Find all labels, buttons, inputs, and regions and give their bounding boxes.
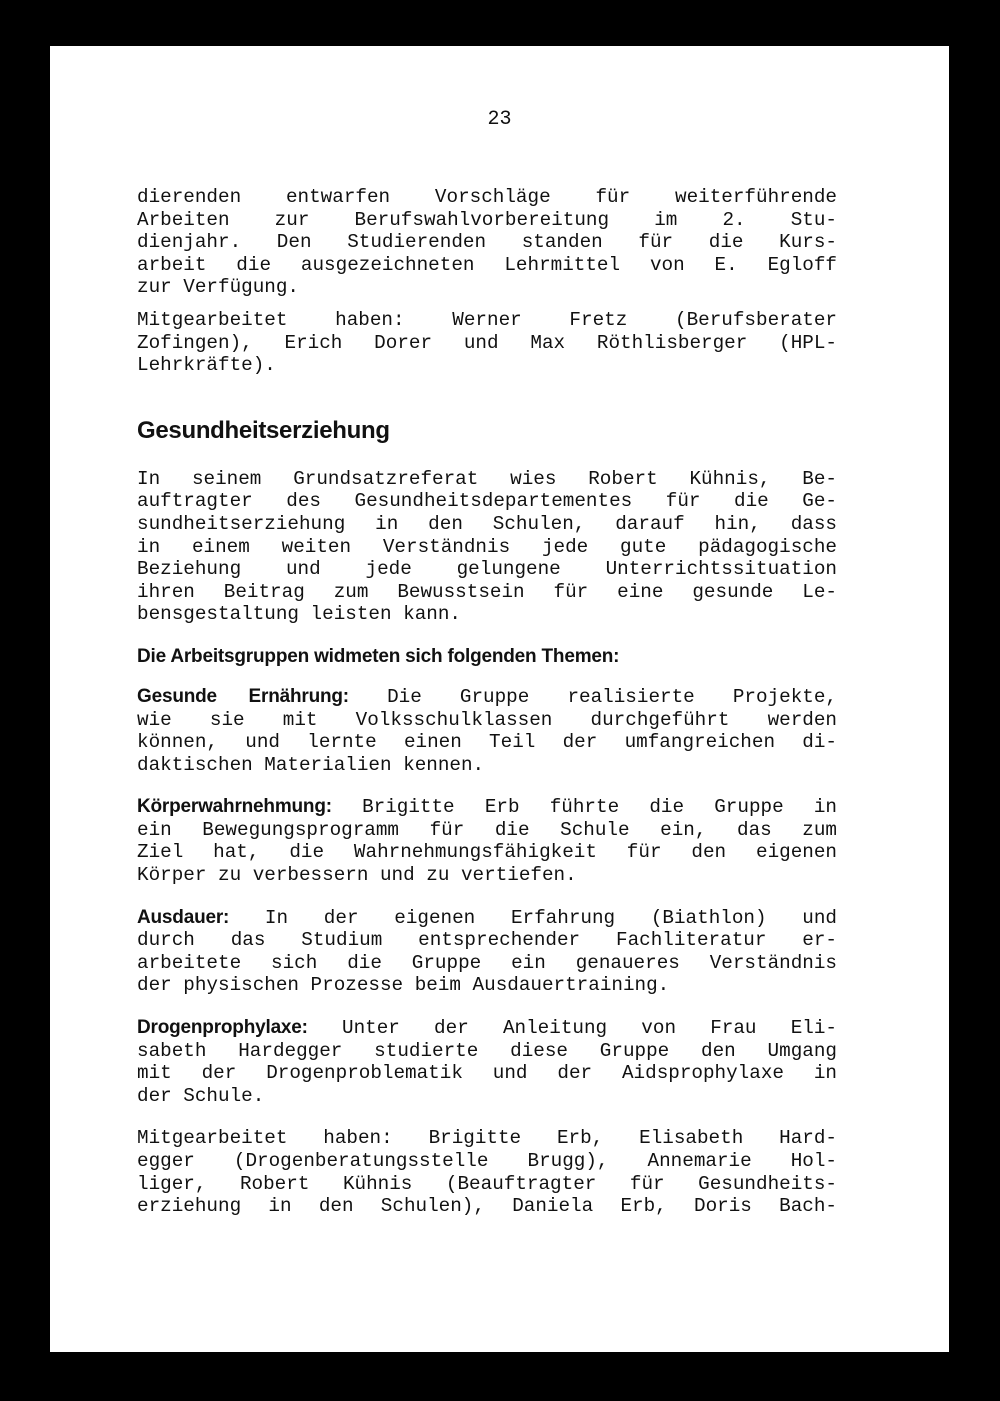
topic-paragraph-nutrition [137, 686, 837, 776]
topic-paragraph-body-awareness [137, 796, 837, 886]
subheading: Die Arbeitsgruppen widmeten sich folgenden Themen: [137, 645, 620, 667]
text-line: dierenden entwarfen Vorschläge für weiterführende [137, 186, 837, 208]
topic-first-line: In der eigenen Erfahrung (Biathlon) und [264, 906, 837, 929]
text-line: sabeth Hardegger studierte diese Gruppe den Umgang [137, 1039, 837, 1062]
topic-paragraph-drug-prevention [137, 1017, 837, 1107]
text-line: wie sie mit Volksschulklassen durchgeführt werden [137, 708, 837, 731]
topic-first-line: Brigitte Erb führte die Gruppe in [362, 796, 837, 819]
text-line [137, 796, 837, 819]
text-line: zur Verfügung. [137, 276, 299, 299]
text-line: auftragter des Gesundheitsdepartementes für die Ge- [137, 490, 837, 513]
text-line: sundheitserziehung in den Schulen, darauf hin, dass [137, 512, 837, 535]
text-line: mit der Drogenproblematik und der Aidsprophylaxe in [137, 1062, 837, 1085]
text-line: daktischen Materialien kennen. [137, 753, 485, 776]
text-line: Mitgearbeitet haben: Brigitte Erb, Elisabeth Hard- [137, 1127, 837, 1150]
text-line [137, 907, 837, 930]
text-line [137, 1017, 837, 1040]
topic-term: Körperwahrnehmung: [137, 796, 332, 818]
credits-paragraph [137, 1127, 837, 1217]
topic-first-line: Die Gruppe realisierte Projekte, [387, 685, 837, 708]
intro-paragraph-2 [137, 309, 837, 377]
text-line: ein Bewegungsprogramm für die Schule ein, das zum [137, 818, 837, 841]
text-line: arbeit die ausgezeichneten Lehrmittel von E. Egloff [137, 253, 837, 276]
text-line: bensgestaltung leisten kann. [137, 603, 461, 626]
text-line: der Schule. [137, 1084, 265, 1107]
text-line: Körper zu verbessern und zu vertiefen. [137, 864, 577, 887]
text-line [137, 686, 837, 709]
text-line: in einem weiten Verständnis jede gute pädagogische [137, 535, 837, 558]
text-line: Zofingen), Erich Dorer und Max Röthlisberger (HPL- [137, 331, 837, 354]
topic-term: Drogenprophylaxe: [137, 1017, 308, 1039]
topic-first-line: Unter der Anleitung von Frau Eli- [342, 1017, 837, 1040]
text-line: Mitgearbeitet haben: Werner Fretz (Berufsberater [137, 308, 837, 331]
page-content [137, 186, 837, 1218]
text-line: egger (Drogenberatungsstelle Brugg), Annemarie Hol- [137, 1150, 837, 1172]
text-line: erziehung in den Schulen), Daniela Erb, Doris Bach- [137, 1195, 837, 1218]
text-line: durch das Studium entsprechender Fachliteratur er- [137, 929, 837, 952]
text-line: Beziehung und jede gelungene Unterrichtssituation [137, 558, 837, 581]
text-line: können, und lernte einen Teil der umfangreichen di- [137, 731, 837, 754]
text-line: Arbeiten zur Berufswahlvorbereitung im 2. Stu- [137, 208, 837, 231]
topic-paragraph-endurance [137, 907, 837, 997]
page-number: 23 [487, 108, 512, 131]
topic-term: Gesunde Ernährung: [137, 685, 349, 707]
intro-paragraph-1 [137, 186, 837, 299]
topic-term: Ausdauer: [137, 906, 230, 928]
text-line: arbeitete sich die Gruppe ein genaueres Verständnis [137, 951, 837, 974]
text-line: ihren Beitrag zum Bewusstsein für eine gesunde Le- [137, 580, 837, 603]
text-line: Lehrkräfte). [137, 354, 276, 377]
text-line: dienjahr. Den Studierenden standen für die Kurs- [137, 231, 837, 254]
text-line: liger, Robert Kühnis (Beauftragter für Gesundheits- [137, 1172, 837, 1195]
section-intro-paragraph [137, 468, 837, 626]
text-line: Ziel hat, die Wahrnehmungsfähigkeit für den eigenen [137, 841, 837, 864]
section-heading: Gesundheitserziehung [137, 416, 390, 444]
text-line: der physischen Prozesse beim Ausdauertraining. [137, 974, 670, 997]
text-line: In seinem Grundsatzreferat wies Robert Kühnis, Be- [137, 467, 837, 490]
document-page [50, 46, 949, 1352]
